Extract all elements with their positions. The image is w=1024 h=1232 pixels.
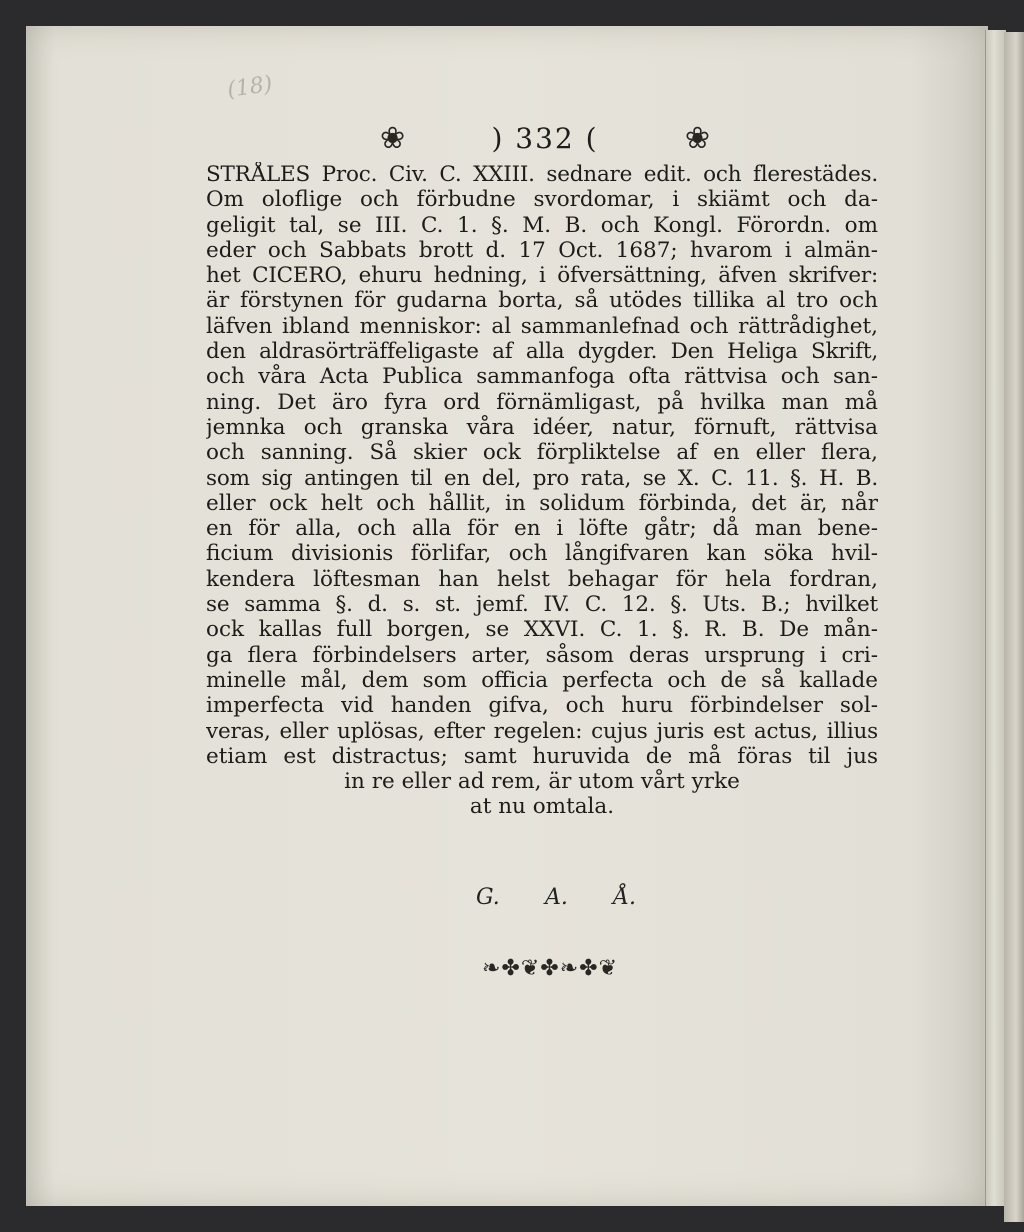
text-line: STRÅLES Proc. Civ. C. XXIII. sednare edit. och flerestädes. <box>206 162 878 187</box>
flower-ornament-icon: ❀ <box>380 120 406 156</box>
text-line: och våra Acta Publica sammanfoga ofta rättvisa och san- <box>206 364 878 390</box>
text-line: at nu omtala. <box>469 794 615 820</box>
text-line: imperfecta vid handen gifva, och huru förbindelser sol- <box>206 693 878 719</box>
signature-initials <box>476 880 636 914</box>
text-line: ga flera förbindelsers arter, såsom deras ursprung i cri- <box>206 642 878 668</box>
pencil-mark: (18) <box>225 71 274 103</box>
signature-initial-g: G. <box>476 884 500 910</box>
text-line: som sig antingen til en del, pro rata, se X. C. 11. §. H. B. <box>206 465 878 491</box>
tailpiece-ornament-icon: ❧✤❦✤❧✤❦ <box>481 956 619 981</box>
text-line: eller ock helt och hållit, in solidum förbinda, det är, når <box>206 490 878 516</box>
text-line: minelle mål, dem som officia perfecta och de så kallade <box>206 667 878 693</box>
text-line: eder och Sabbats brott d. 17 Oct. 1687; hvarom i almän- <box>206 237 878 263</box>
page-number: ) 332 ( <box>491 121 599 155</box>
running-header <box>380 118 710 158</box>
text-line: veras, eller uplösas, efter regelen: cujus juris est actus, illius <box>206 718 878 744</box>
text-line: läfven ibland menniskor: al sammanlefnad och rättrådighet, <box>206 313 878 339</box>
text-line: ning. Det äro fyra ord förnämligast, på hvilka man må <box>206 389 878 415</box>
page-edge-back <box>1004 32 1024 1222</box>
text-line: ficium divisionis förlifar, och långifvaren kan söka hvil- <box>206 541 878 567</box>
text-line: ock kallas full borgen, se XXVI. C. 1. §. R. B. De mån- <box>206 617 878 643</box>
text-line: jemnka och granska våra idéer, natur, förnuft, rättvisa <box>206 414 878 440</box>
text-line: kendera löftesman han helst behagar för hela fordran, <box>206 566 878 592</box>
text-line: Om oloflige och förbudne svordomar, i skiämt och da- <box>206 187 878 213</box>
text-line: se samma §. d. s. st. jemf. IV. C. 12. §. Uts. B.; hvilket <box>206 592 878 618</box>
text-line: in re eller ad rem, är utom vårt yrke <box>344 769 740 795</box>
flower-ornament-icon: ❀ <box>684 120 710 156</box>
text-line: het CICERO, ehuru hedning, i öfversättning, äfven skrifver: <box>206 263 878 289</box>
text-line: geligit tal, se III. C. 1. §. M. B. och Kongl. Förordn. om <box>206 212 878 238</box>
page-edge <box>985 30 1006 1206</box>
body-text <box>206 162 878 820</box>
text-line: är förstynen för gudarna borta, så utödes tillika al tro och <box>206 288 878 314</box>
text-line: en för alla, och alla för en i löfte gåtr; då man bene- <box>206 516 878 542</box>
signature-initial-a: A. <box>545 884 568 910</box>
signature-initial-aa: Å. <box>613 884 636 910</box>
text-line: och sanning. Så skier ock förpliktelse af en eller flera, <box>206 440 878 466</box>
text-line: etiam est distractus; samt huruvida de må föras til jus <box>206 743 878 769</box>
text-line: den aldrasörträffeligaste af alla dygder. Den Heliga Skrift, <box>206 339 878 365</box>
